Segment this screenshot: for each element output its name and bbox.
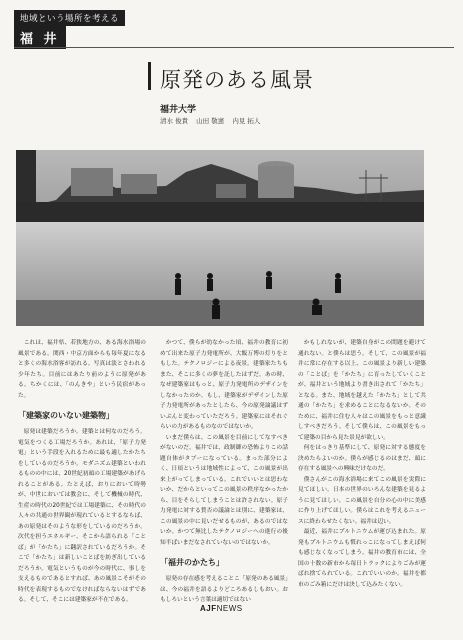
logo-mark: AJF <box>200 604 217 613</box>
text-column-2 <box>160 338 288 606</box>
title-accent-bar <box>148 62 151 90</box>
section-heading: 「福井のかたち」 <box>160 557 224 567</box>
region-tag: 福 井 <box>14 26 66 49</box>
text-column-1 <box>18 338 146 606</box>
author-name: 清水 俊貴 <box>160 117 189 125</box>
section-heading: 「建築家のいない建築物」 <box>18 410 114 420</box>
body-paragraph: 僕さんがこの海水浴場に来てこの風景を実際に見てほしい。日本の世界のいろんな建築を見るように見てほしい。この風景を自分の心の中に美感に作り上げてほしい。僕らはこれを考えるニュースに終わらせたくない。福井は辺い。 <box>298 476 426 525</box>
body-paragraph: かつて、僕らが幼なかった頃、福井の教育に初めて出来た原子力発電所が、大飯万博の灯りをともした。テクノロジーによる夜景。建築家たちもまた、そこに多くの夢を託したはずだ。あの時、なぜ建築家はもっと、原子力発電所のデザインをしなかったのか。もし、建築家がデザインした原子力発電所があったとしたら、今の原発論議はずいぶんと変わっていただろう。建築家にはそれぐらいの力があるものなのではないか。 <box>160 340 288 430</box>
body-paragraph: 原発は建築だろうか。建築とは何なのだろう。電気をつくる工場だろうか。あれは、「原子力発電」という手段を入れるために最も適したかたちをしているのだろうか。モダニズム建築といわれるものの中には、20世紀初頭の工場建築があげられることがある。たとえば、おりにおいて時勢が、中世においては教会に、そして機械の時代、生産の時代の20世紀では工場建築に、その時代の人々の共通の世界観が現れているとするならば、あの原発はそのような形をしているのだろうか。次代を担うエネルギー、そこから語られる「ことば」が「かたち」に翻訳されているだろうか。そこで「かたち」は新しいことばを紡ぎ出しているだろうか。電気というものが今の時代に、事しを支えるものであるとすれば、あの風景こそがその時代を表現するものでなければならないはずである。そして、そこには建築家が不在である。 <box>18 429 146 603</box>
logo-suffix: NEWS <box>216 604 243 613</box>
author-name: 山田 敬憲 <box>196 117 225 125</box>
author-name: 内見 拓人 <box>232 117 261 125</box>
article-title: 原発のある風景 <box>160 68 314 92</box>
publication-logo <box>200 604 243 613</box>
author-list <box>160 116 266 125</box>
body-paragraph: かもしれないが、建築自身がこの問題を避けて通れない。と僕らは思う。そして、この風景が福井に常に存在する以上、この風景より新しい建築の「ことば」を「かたち」に育ったしていくことが、福井という地域より書き出されて「かたち」となる。また、地域を越えた「かたち」として共通の「かたち」を求めることになるないか。そのために、福井に住む人々はこの風景をもっと意識しすべきだろう。そして僕らは、この風景をもって建築の目から見た景見が欲しい。 <box>298 340 426 441</box>
header-divider <box>14 47 454 48</box>
nuclear-plant-beach-photo <box>16 150 424 326</box>
text-column-3 <box>298 338 426 590</box>
body-paragraph: 原発の存在感を考えることこ「原発のある風景」は、今の福井を語るよりどころあるしもおい。おもしろいという言葉は適切ではない <box>160 576 288 603</box>
body-paragraph: これは、福井県、若狭地方の、ある海水浴場の風景である。関西・中京方面からも毎年夏になると多くの海水浴客が訪れる。写真は淡とさわれる少年たち。目前にはあたり前のように原発がある。ちかくには、「のんきや」という民宿があった。 <box>18 340 146 399</box>
series-label: 地域という場所を考える <box>14 10 125 26</box>
body-paragraph: 最近、福井にプルトニウムが運び込まれた。原発もプルトニウムも慣れっこになってしまえば何も感じなくなってしまう。福井の教育市には、全国の十数の新市から毎日トラックによりごみが運ばれ捨てられている。これでいいのか。福井を都市のごみ箱にだけは決して込みたくない。 <box>298 529 426 588</box>
university-name: 福井大学 <box>160 105 197 115</box>
body-paragraph: いまだ僕らは、この風景を目前にしてなすべきがないのだ。福井では、政制御の恐怖よりこの話題自体がタブーになっている。まった部分によく、日頃というは地域性によって、この風景が出来上がってしまっている。これでいいとは思わないか、だからといってこの風景の秩序なかったから、目をそらしてしまうことは許されない。原子力発電に対する賛否の議論とは別に、建築家は、この風景の中に見いだせるものが、あるのではないか。かつて無比したテクノロジーへの進行の後知半ばいまだなされていないのではないか。 <box>160 434 288 546</box>
body-paragraph: 何をはっきり基準にして、原発に対する態度を決めたらよいのか。僕らが感じるのはまだ、頭に存在する風景への興味だけなのだ。 <box>298 445 426 472</box>
